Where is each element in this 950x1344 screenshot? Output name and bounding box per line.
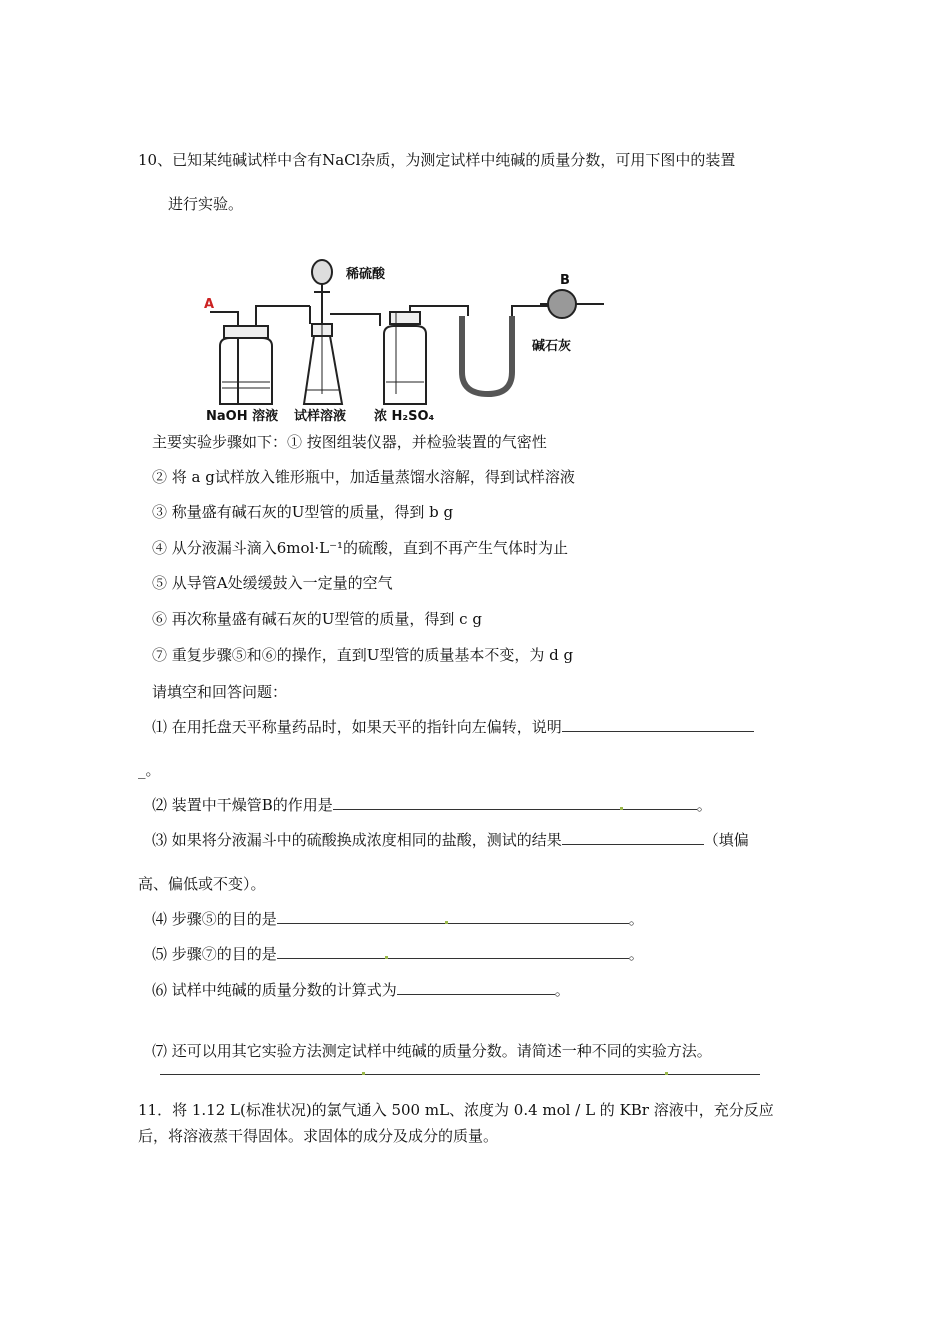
step-intro: 主要实验步骤如下：① 按图组装仪器，并检验装置的气密性 — [152, 433, 547, 451]
question-4-end: 。 — [628, 910, 644, 928]
step-4: ④ 从分液漏斗滴入6mol·L⁻¹的硫酸，直到不再产生气体时为止 — [152, 539, 569, 557]
answer-blank-6[interactable] — [397, 980, 555, 995]
answer-blank-5[interactable] — [277, 944, 629, 959]
question-2 — [152, 795, 712, 815]
question-3 — [152, 830, 749, 850]
label-dilute-acid: 稀硫酸 — [346, 267, 386, 282]
label-sample-solution: 试样溶液 — [294, 409, 347, 424]
answer-blank-1[interactable] — [562, 717, 754, 732]
question-3-line2: 高、偏低或不变）。 — [138, 875, 266, 893]
questions-prompt: 请填空和回答问题： — [152, 683, 288, 701]
question-2-text: ⑵ 装置中干燥管B的作用是 — [152, 796, 333, 814]
mark-dot — [620, 807, 623, 810]
answer-blank-3[interactable] — [562, 830, 704, 845]
answer-blank-7[interactable] — [160, 1074, 760, 1075]
label-B: B — [560, 273, 570, 288]
question-3-tail: （填偏 — [703, 831, 749, 849]
question-5-end: 。 — [628, 945, 644, 963]
question-7: ⑺ 还可以用其它实验方法测定试样中纯碱的质量分数。请简述一种不同的实验方法。 — [152, 1042, 712, 1060]
question-6-end: 。 — [554, 981, 570, 999]
mark-dot — [362, 1072, 365, 1075]
question-4-text: ⑷ 步骤⑤的目的是 — [152, 910, 277, 928]
answer-blank-2[interactable] — [333, 795, 697, 810]
label-soda-lime: 碱石灰 — [532, 339, 572, 354]
question-5-text: ⑸ 步骤⑦的目的是 — [152, 945, 277, 963]
mark-dot — [385, 956, 388, 959]
question-6 — [152, 980, 570, 1000]
mark-dot — [665, 1072, 668, 1075]
question-1-text: ⑴ 在用托盘天平称量药品时，如果天平的指针向左偏转，说明 — [152, 718, 562, 736]
step-2: ② 将 a g试样放入锥形瓶中，加适量蒸馏水溶解，得到试样溶液 — [152, 468, 575, 486]
question-5 — [152, 944, 644, 964]
step-5: ⑤ 从导管A处缓缓鼓入一定量的空气 — [152, 574, 393, 592]
apparatus-diagram — [200, 254, 620, 424]
label-conc-h2so4: 浓 H₂SO₄ — [374, 409, 435, 424]
step-6: ⑥ 再次称量盛有碱石灰的U型管的质量，得到 c g — [152, 610, 482, 628]
question-1 — [152, 717, 754, 737]
label-A: A — [204, 297, 215, 312]
question-3-text: ⑶ 如果将分液漏斗中的硫酸换成浓度相同的盐酸，测试的结果 — [152, 831, 562, 849]
question-1-tail: _。 — [138, 761, 161, 779]
q11-line2: 后，将溶液蒸干得固体。求固体的成分及成分的质量。 — [138, 1127, 499, 1145]
q10-stem-line1: 10、已知某纯碱试样中含有NaCl杂质，为测定试样中纯碱的质量分数，可用下图中的装置 — [138, 151, 736, 169]
question-6-text: ⑹ 试样中纯碱的质量分数的计算式为 — [152, 981, 397, 999]
mark-dot — [445, 921, 448, 924]
step-3: ③ 称量盛有碱石灰的U型管的质量，得到 b g — [152, 503, 454, 521]
answer-blank-4[interactable] — [277, 909, 629, 924]
question-4 — [152, 909, 644, 929]
step-7: ⑦ 重复步骤⑤和⑥的操作，直到U型管的质量基本不变，为 d g — [152, 646, 574, 664]
label-naoh: NaOH 溶液 — [206, 409, 279, 424]
question-2-end: 。 — [696, 796, 712, 814]
q10-stem-line2: 进行实验。 — [168, 195, 244, 213]
q11-line1: 11．将 1.12 L(标准状况)的氯气通入 500 mL、浓度为 0.4 mol / L 的 KBr 溶液中，充分反应 — [138, 1101, 774, 1119]
